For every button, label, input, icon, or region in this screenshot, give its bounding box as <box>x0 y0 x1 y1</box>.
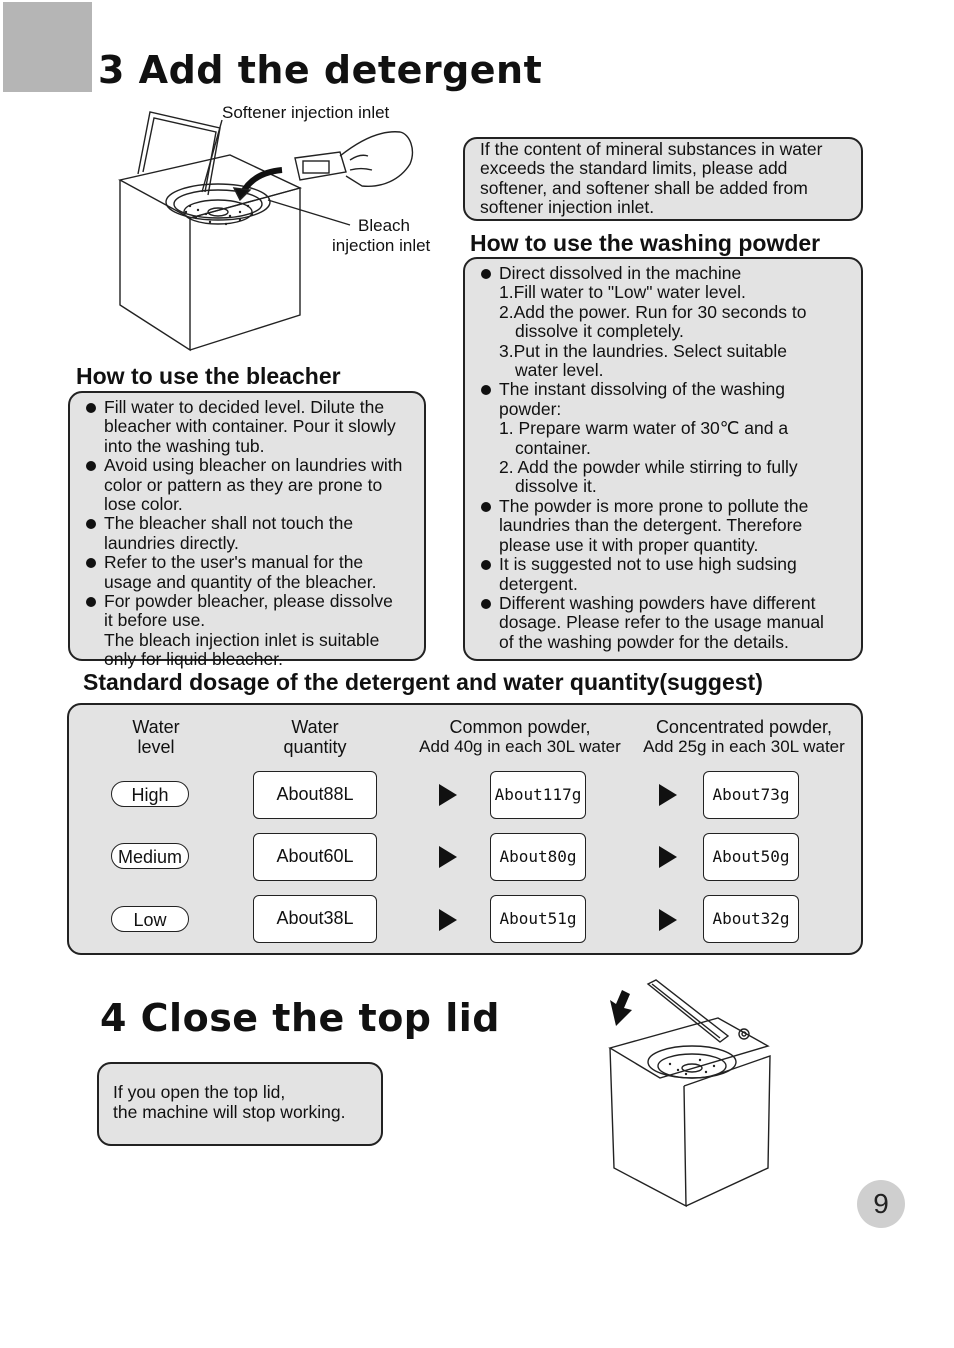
softener-inlet-label: Softener injection inlet <box>222 103 390 122</box>
level-low: Low <box>111 906 189 932</box>
dosage-table-heading: Standard dosage of the detergent and water quantity(suggest) <box>83 669 763 695</box>
header-common-powder: Common powder, Add 40g in each 30L water <box>419 717 621 756</box>
list-item: Fill water to decided level. Dilute the bleacher with container. Pour it slowly into the washing tub. <box>82 398 424 456</box>
list-item: It is suggested not to use high sudsing detergent. <box>477 555 861 594</box>
list-item: Avoid using bleacher on laundries with color or pattern as they are prone to lose color. <box>82 456 424 514</box>
bleach-inlet-label-line2: injection inlet <box>332 236 431 255</box>
arrow-right-icon <box>439 909 457 931</box>
bleach-inlet-label-line1: Bleach <box>358 216 410 235</box>
close-lid-note: If you open the top lid, the machine will stop working. <box>97 1062 383 1146</box>
list-item: For powder bleacher, please dissolve it before use. <box>82 592 424 631</box>
list-item: Direct dissolved in the machine 1.Fill water to "Low" water level. 2.Add the power. Run for 30 seconds to dissolve it completely. 3.Put in the laundries. Select suitable water level. <box>477 264 861 380</box>
bleacher-instructions <box>68 391 426 670</box>
mineral-softener-note: If the content of mineral substances in water exceeds the standard limits, please add softener, and softener shall be added from softener injection inlet. <box>463 137 863 221</box>
concentrated-powder-medium: About50g <box>703 833 799 881</box>
arrow-right-icon <box>439 846 457 868</box>
list-item: The powder is more prone to pollute the laundries than the detergent. Therefore please use it with proper quantity. <box>477 497 861 555</box>
bleacher-heading: How to use the bleacher <box>76 363 341 389</box>
list-item: Different washing powders have different dosage. Please refer to the usage manual of the washing powder for the details. <box>477 594 861 652</box>
arrow-right-icon <box>659 784 677 806</box>
arrow-right-icon <box>439 784 457 806</box>
level-medium: Medium <box>111 843 189 869</box>
arrow-right-icon <box>659 909 677 931</box>
section-title-add-detergent: 3 Add the detergent <box>98 48 543 92</box>
bleacher-note: The bleach injection inlet is suitable only for liquid bleacher. <box>104 629 380 670</box>
common-powder-medium: About80g <box>490 833 586 881</box>
arrow-right-icon <box>659 846 677 868</box>
water-quantity-high: About88L <box>253 771 377 819</box>
washing-powder-heading: How to use the washing powder <box>470 230 821 256</box>
list-item: Refer to the user's manual for the usage and quantity of the bleacher. <box>82 553 424 592</box>
concentrated-powder-high: About73g <box>703 771 799 819</box>
common-powder-low: About51g <box>490 895 586 943</box>
water-quantity-low: About38L <box>253 895 377 943</box>
section-title-close-lid: 4 Close the top lid <box>100 996 500 1040</box>
corner-tab <box>3 2 92 92</box>
common-powder-high: About117g <box>490 771 586 819</box>
concentrated-powder-low: About32g <box>703 895 799 943</box>
level-high: High <box>111 781 189 807</box>
header-water-level: Water level <box>132 717 180 757</box>
header-concentrated-powder: Concentrated powder, Add 25g in each 30L water <box>643 717 845 756</box>
list-item: The bleacher shall not touch the laundries directly. <box>82 514 424 553</box>
dosage-table <box>67 703 863 955</box>
washer-close-lid-illustration <box>608 978 778 1210</box>
washing-powder-instructions <box>463 257 863 661</box>
water-quantity-medium: About60L <box>253 833 377 881</box>
header-water-quantity: Water quantity <box>283 717 347 757</box>
page-number: 9 <box>857 1180 905 1228</box>
list-item: The instant dissolving of the washing powder: 1. Prepare warm water of 30℃ and a container. 2. Add the powder while stirring to fully dissolve it. <box>477 380 861 496</box>
